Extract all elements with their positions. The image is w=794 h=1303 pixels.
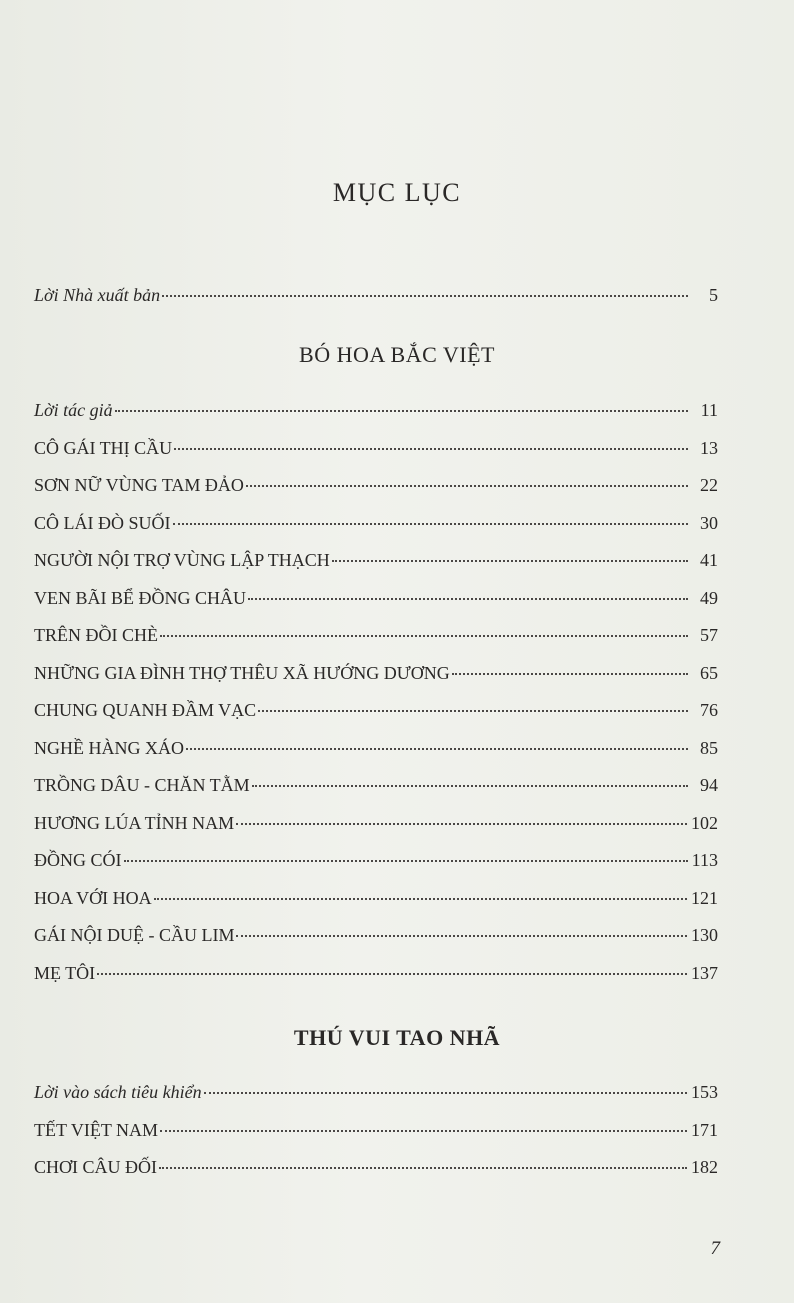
toc-entry-page: 137 <box>691 962 718 983</box>
toc-entry-label: CHƠI CÂU ĐỐI <box>34 1157 157 1177</box>
toc-entry-label: NHỮNG GIA ĐÌNH THỢ THÊU XÃ HƯỚNG DƯƠNG <box>34 662 450 683</box>
page-number: 7 <box>710 1238 720 1259</box>
dot-leader <box>258 709 688 712</box>
page-title: MỤC LỤC <box>332 178 462 207</box>
dot-leader <box>332 559 688 562</box>
toc-entry-page: 113 <box>691 850 718 870</box>
toc-entry-label: TẾT VIỆT NAM <box>34 1119 158 1140</box>
toc-entry-label: GÁI NỘI DUỆ - CẦU LIM <box>34 925 235 945</box>
toc-entry-page: 102 <box>691 812 718 833</box>
dot-leader <box>162 294 688 297</box>
toc-entry <box>34 546 718 574</box>
toc-entry-page: 22 <box>700 475 718 495</box>
toc-entry-label: TRỒNG DÂU - CHĂN TẰM <box>34 775 250 795</box>
toc-entry-label: TRÊN ĐỒI CHÈ <box>34 625 158 645</box>
dot-leader <box>236 934 687 937</box>
toc-entry-page: 11 <box>700 400 718 420</box>
toc-entry-label: HOA VỚI HOA <box>34 887 152 908</box>
toc-entry <box>34 771 718 799</box>
toc-entry-page: 153 <box>691 1082 718 1102</box>
toc-entry-label: ĐỒNG CÓI <box>34 850 122 870</box>
dot-leader <box>186 747 688 750</box>
toc-entry <box>34 734 718 762</box>
toc-entry-page: 5 <box>709 285 718 305</box>
dot-leader <box>97 972 687 975</box>
toc-entry <box>34 471 718 499</box>
toc-entry-label: SƠN NỮ VÙNG TAM ĐẢO <box>34 475 244 495</box>
section-heading: BÓ HOA BẮC VIỆT <box>299 342 495 367</box>
toc-entry-page: 171 <box>691 1119 718 1140</box>
toc-entry <box>34 1116 718 1144</box>
dot-leader <box>124 859 688 862</box>
toc-entry-page: 30 <box>700 512 718 533</box>
toc-entry-label: CHUNG QUANH ĐẦM VẠC <box>34 700 257 720</box>
toc-entry-label: CÔ GÁI THỊ CẦU <box>34 437 173 458</box>
toc-entry <box>34 659 718 687</box>
toc-entry <box>34 696 718 724</box>
toc-entry <box>34 846 718 874</box>
dot-leader <box>452 672 688 675</box>
dot-leader <box>160 634 688 637</box>
dot-leader <box>204 1091 687 1094</box>
toc-entry-label: CÔ LÁI ĐÒ SUỐI <box>34 512 171 533</box>
dot-leader <box>154 897 687 900</box>
toc-entry-page: 13 <box>700 437 718 458</box>
toc-entry-label: Lời Nhà xuất bản <box>34 285 161 305</box>
toc-entry-label: HƯƠNG LÚA TỈNH NAM <box>34 812 235 833</box>
toc-entry <box>34 959 718 987</box>
toc-entry-page: 130 <box>691 925 718 945</box>
toc-entry <box>34 396 718 424</box>
toc-entry <box>34 584 718 612</box>
toc-entry-page: 49 <box>700 587 718 608</box>
dot-leader <box>115 409 688 412</box>
toc-entry <box>34 1078 718 1106</box>
toc-entry <box>34 884 718 912</box>
toc-entry <box>34 434 718 462</box>
toc-entry-page: 121 <box>691 887 718 908</box>
toc-entry-label: NGƯỜI NỘI TRỢ VÙNG LẬP THẠCH <box>34 550 330 570</box>
dot-leader <box>159 1166 687 1169</box>
toc-entry <box>34 1153 718 1181</box>
toc-entry <box>34 809 718 837</box>
dot-leader <box>174 447 688 450</box>
dot-leader <box>173 522 689 525</box>
toc-entry-label: Lời tác giả <box>34 400 113 420</box>
toc-entry-page: 85 <box>700 737 718 758</box>
toc-entry-label: VEN BÃI BỂ ĐỒNG CHÂU <box>34 587 246 608</box>
toc-entry-page: 65 <box>700 662 718 683</box>
toc-entry-page: 41 <box>700 550 718 570</box>
toc-entry <box>34 621 718 649</box>
toc-entry <box>34 921 718 949</box>
toc-entry-page: 76 <box>700 700 718 720</box>
toc-entry-label: NGHỀ HÀNG XÁO <box>34 737 184 758</box>
toc-entry-label: MẸ TÔI <box>34 962 96 983</box>
toc-entry-label: Lời vào sách tiêu khiển <box>34 1082 202 1102</box>
toc-entry-intro <box>34 281 718 309</box>
toc-entry <box>34 509 718 537</box>
dot-leader <box>252 784 688 787</box>
dot-leader <box>248 597 688 600</box>
dot-leader <box>160 1129 687 1132</box>
dot-leader <box>246 484 688 487</box>
dot-leader <box>236 822 687 825</box>
section-heading: THÚ VUI TAO NHÃ <box>293 1025 501 1050</box>
toc-entry-page: 57 <box>700 625 718 645</box>
toc-entry-page: 182 <box>691 1157 718 1177</box>
toc-entry-page: 94 <box>700 775 718 795</box>
